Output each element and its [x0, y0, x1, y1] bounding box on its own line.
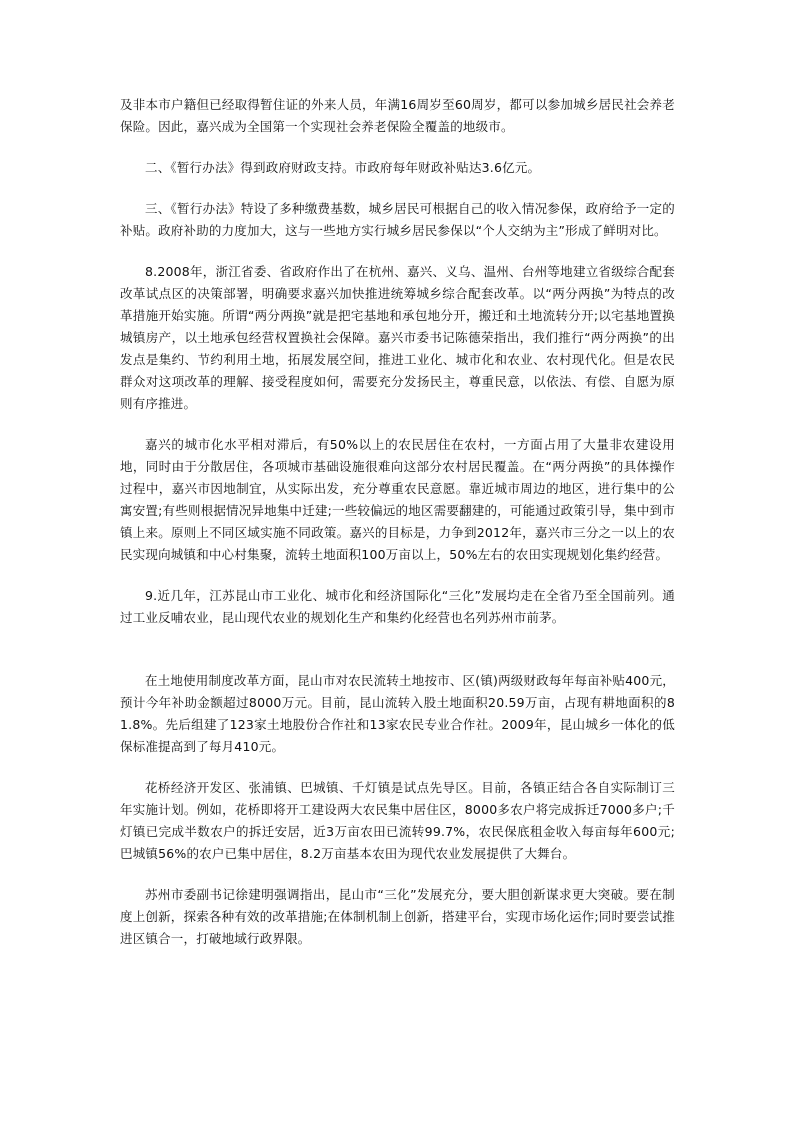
- paragraph-secretary-remarks: 苏州市委副书记徐建明强调指出，昆山市“三化”发展充分，要大胆创新谋求更大突破。要在制度上创新，探索各种有效的改革措施;在体制机制上创新，搭建平台，实现市场化运作;同时要尝试推进区镇合一，打破地域行政界限。: [120, 887, 675, 946]
- document-body: [120, 94, 675, 950]
- paragraph-point-two: 二、《暂行办法》得到政府财政支持。市政府每年财政补贴达3.6亿元。: [145, 160, 541, 175]
- paragraph-point-three: 三、《暂行办法》特设了多种缴费基数，城乡居民可根据自己的收入情况参保，政府给予一定的补贴。政府补助的力度加大，这与一些地方实行城乡居民参保以“个人交纳为主”形成了鲜明对比。: [120, 201, 675, 238]
- paragraph-item-9: 9.近几年，江苏昆山市工业化、城市化和经济国际化“三化”发展均走在全省乃至全国前列。通过工业反哺农业，昆山现代农业的规划化生产和集约化经营也名列苏州市前茅。: [120, 588, 675, 625]
- paragraph-jiaxing-urbanization: 嘉兴的城市化水平相对滞后，有50%以上的农民居住在农村，一方面占用了大量非农建设用地，同时由于分散居住，各项城市基础设施很难向这部分农村居民覆盖。在“两分两换”的具体操作过程中，嘉兴市因地制宜，从实际出发，充分尊重农民意愿。靠近城市周边的地区，进行集中的公寓安置;有些则根据情况异地集中迁建;一些较偏远的地区需要翻建的，可能通过政策引导，集中到市镇上来。原则上不同区域实施不同政策。嘉兴的目标是，力争到2012年，嘉兴市三分之一以上的农民实现向城镇和中心村集聚，流转土地面积100万亩以上，50%左右的农田实现规划化集约经营。: [120, 437, 675, 562]
- paragraph-item-8: 8.2008年，浙江省委、省政府作出了在杭州、嘉兴、义乌、温州、台州等地建立省级综合配套改革试点区的决策部署，明确要求嘉兴加快推进统筹城乡综合配套改革。以“两分两换”为特点的改革措施开始实施。所谓“两分两换”就是把宅基地和承包地分开，搬迁和土地流转分开;以宅基地置换城镇房产，以土地承包经营权置换社会保障。嘉兴市委书记陈德荣指出，我们推行“两分两换”的出发点是集约、节约利用土地，拓展发展空间，推进工业化、城市化和农业、农村现代化。但是农民群众对这项改革的理解、接受程度如何，需要充分发扬民主，尊重民意，以依法、有偿、自愿为原则有序推进。: [120, 264, 675, 411]
- paragraph-pilot-zones: 花桥经济开发区、张浦镇、巴城镇、千灯镇是试点先导区。目前，各镇正结合各自实际制订三年实施计划。例如，花桥即将开工建设两大农民集中居住区，8000多农户将完成拆迁7000多户;千灯镇已完成半数农户的拆迁安居，近3万亩农田已流转99.7%，农民保底租金收入每亩每年600元;巴城镇56%的农户已集中居住，8.2万亩基本农田为现代农业发展提供了大舞台。: [120, 780, 675, 861]
- paragraph-land-reform: 在土地使用制度改革方面，昆山市对农民流转土地按市、区(镇)两级财政每年每亩补贴400元，预计今年补助金额超过8000万元。目前，昆山流转入股土地面积20.59万亩，占现有耕地面积的81.8%。先后组建了123家土地股份合作社和13家农民专业合作社。2009年，昆山城乡一体化的低保标准提高到了每月410元。: [120, 673, 675, 754]
- paragraph-continuation: 及非本市户籍但已经取得暂住证的外来人员，年满16周岁至60周岁，都可以参加城乡居民社会养老保险。因此，嘉兴成为全国第一个实现社会养老保险全覆盖的地级市。: [120, 97, 675, 134]
